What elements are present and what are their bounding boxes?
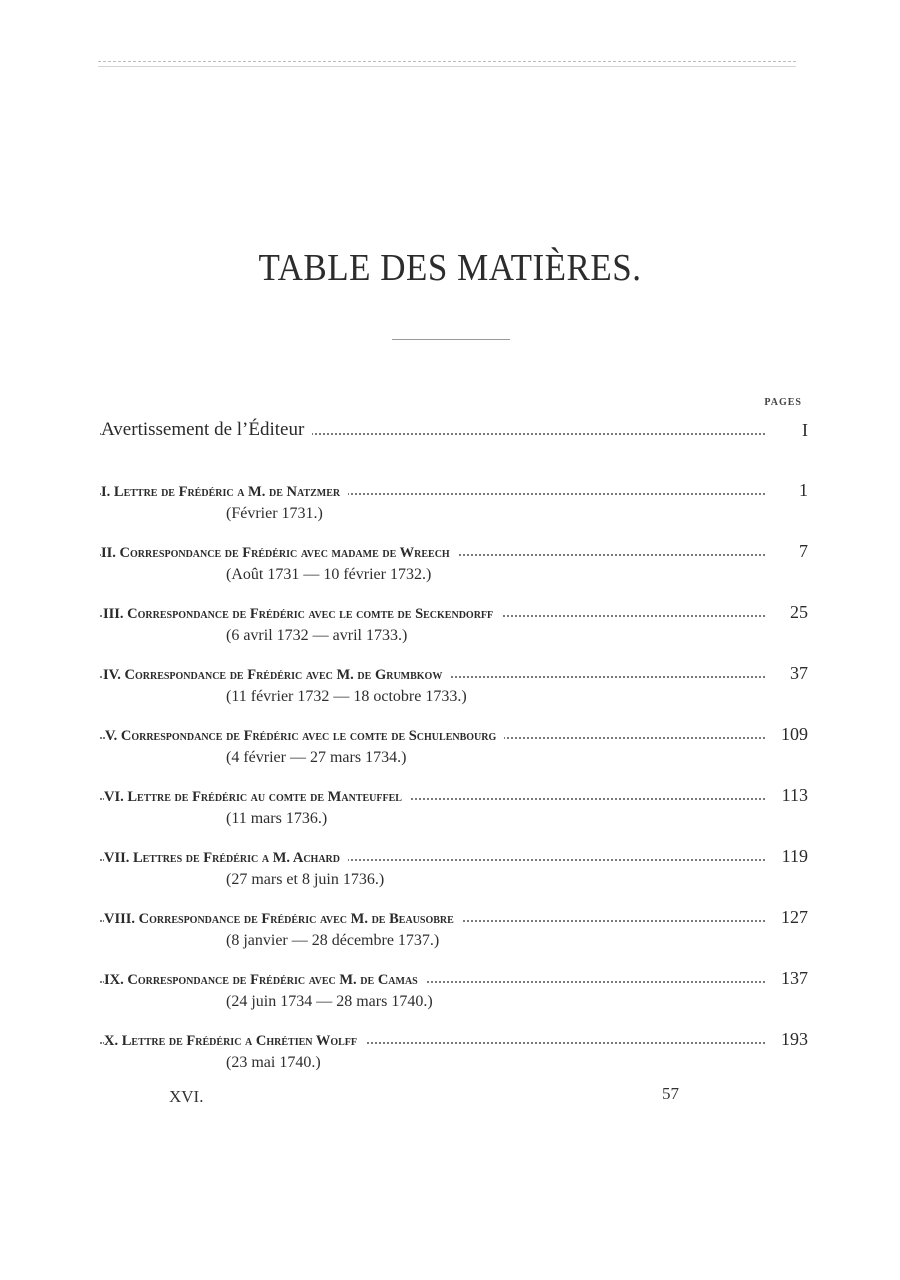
toc-entry-page: 25 [782,602,808,623]
toc-entry-label: VI. Lettre de Frédéric au comte de Manteuffel [104,789,410,806]
toc-entry-page: I [794,420,808,441]
toc-entry [0,658,900,684]
toc-entry [0,719,900,745]
toc-entry-dates: (24 juin 1734 — 28 mars 1740.) [226,993,433,1010]
toc-entry-label: Avertissement de l’Éditeur [101,419,312,441]
toc-entry-label: VIII. Correspondance de Frédéric avec M. de Beausobre [104,911,462,928]
toc-entry-label: X. Lettre de Frédéric a Chrétien Wolff [104,1033,365,1050]
title-divider [392,339,510,340]
toc-entry-page: 1 [791,480,808,501]
toc-entry-label: VII. Lettres de Frédéric a M. Achard [104,850,348,867]
toc-entry-page: 37 [782,663,808,684]
toc-entry-dates: (23 mai 1740.) [226,1054,321,1071]
toc-entry [0,841,900,867]
toc-entry-avertissement [0,415,900,441]
toc-entry-page: 137 [773,968,808,989]
toc-entry-page: 127 [773,907,808,928]
toc-entry [0,780,900,806]
toc-entry-page: 119 [774,846,808,867]
pages-column-header: PAGES [764,397,802,408]
toc-entry-label: V. Correspondance de Frédéric avec le comte de Schulenbourg [105,728,504,745]
toc-entry-page: 109 [773,724,808,745]
toc-entry-dates: (11 mars 1736.) [226,810,328,827]
toc-entry-dates: (6 avril 1732 — avril 1733.) [226,627,408,644]
toc-entry [0,1024,900,1050]
toc-entry [0,902,900,928]
toc-entry-dates: (Août 1731 — 10 février 1732.) [226,566,432,583]
toc-entry-dates: (11 février 1732 — 18 octobre 1733.) [226,688,467,705]
toc-entry-label: III. Correspondance de Frédéric avec le comte de Seckendorff [103,606,501,623]
toc-entry-dates: (4 février — 27 mars 1734.) [226,749,407,766]
toc-entry [0,536,900,562]
toc-entry-label: II. Correspondance de Frédéric avec madame de Wreech [101,545,458,562]
header-rule [98,61,796,67]
page-title: TABLE DES MATIÈRES. [258,246,642,289]
toc-entry-page: 7 [791,541,808,562]
toc-entry [0,475,900,501]
toc-entry-label: I. Lettre de Frédéric a M. de Natzmer [101,484,348,501]
toc-entry-page: 113 [774,785,808,806]
toc-entry-label: IV. Correspondance de Frédéric avec M. de Grumbkow [103,667,450,684]
toc-entry-page: 193 [773,1029,808,1050]
toc-entry-dates: (Février 1731.) [226,505,323,522]
toc-entry-dates: (27 mars et 8 juin 1736.) [226,871,385,888]
signature-mark: XVI. [169,1087,204,1106]
toc-entry [0,597,900,623]
folio-number: 57 [662,1084,679,1103]
toc-entry-label: IX. Correspondance de Frédéric avec M. de Camas [104,972,426,989]
toc-entry-dates: (8 janvier — 28 décembre 1737.) [226,932,440,949]
toc-entry [0,963,900,989]
